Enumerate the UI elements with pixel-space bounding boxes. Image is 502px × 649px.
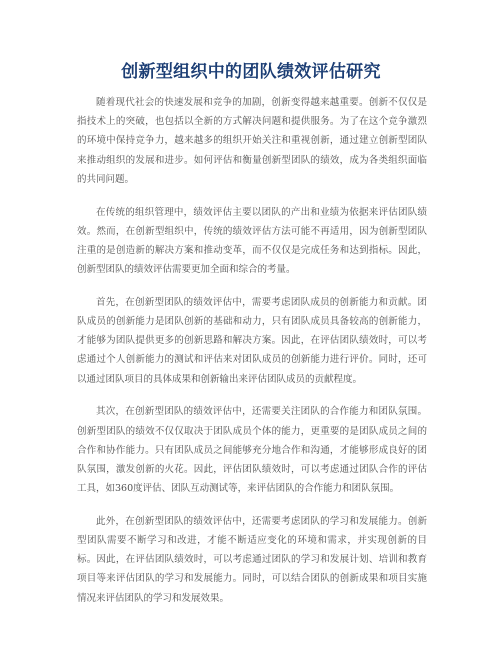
- paragraph-2: 在传统的组织管理中，绩效评估主要以团队的产出和业绩为依据来评估团队绩效。然而，在创新型组织中，传统的绩效评估方法可能不再适用，因为创新型团队注重的是创造新的解决方案和推动变革，而不仅仅是完成任务和达到指标。因此，创新型团队的绩效评估需要更加全面和综合的考量。: [77, 206, 427, 276]
- document-body: [77, 93, 427, 621]
- paragraph-5: 此外，在创新型团队的绩效评估中，还需要考虑团队的学习和发展能力。创新型团队需要不断学习和改进，才能不断适应变化的环境和需求，并实现创新的目标。因此，在评估团队绩效时，可以考虑通过团队的学习和发展计划、培训和教育项目等来评估团队的学习和发展能力。同时，可以结合团队的创新成果和项目实施情况来评估团队的学习和发展效果。: [77, 515, 427, 604]
- paragraph-3: 首先，在创新型团队的绩效评估中，需要考虑团队成员的创新能力和贡献。团队成员的创新能力是团队创新的基础和动力，只有团队成员具备较高的创新能力，才能够为团队提供更多的创新思路和解决方案。因此，在评估团队绩效时，可以考虑通过个人创新能力的测试和评估来对团队成员的创新能力进行评价。同时，还可以通过团队项目的具体成果和创新输出来评估团队成员的贡献程度。: [77, 296, 427, 385]
- document-title: 创新型组织中的团队绩效评估研究: [121, 62, 381, 82]
- paragraph-1: 随着现代社会的快速发展和竞争的加剧，创新变得越来越重要。创新不仅仅是指技术上的突破，也包括以全新的方式解决问题和提供服务。为了在这个竞争激烈的环境中保持竞争力，越来越多的组织开始关注和重视创新，通过建立创新型团队来推动组织的发展和进步。如何评估和衡量创新型团队的绩效，成为各类组织面临的共同问题。: [77, 97, 427, 185]
- paragraph-4: 其次，在创新型团队的绩效评估中，还需要关注团队的合作能力和团队氛围。创新型团队的绩效不仅仅取决于团队成员个体的能力，更重要的是团队成员之间的合作和协作能力。只有团队成员之间能够充分地合作和沟通，才能够形成良好的团队氛围，激发创新的火花。因此，评估团队绩效时，可以考虑通过团队合作的评估工具，如360度评估、团队互动测试等，来评估团队的合作能力和团队氛围。: [77, 406, 427, 495]
